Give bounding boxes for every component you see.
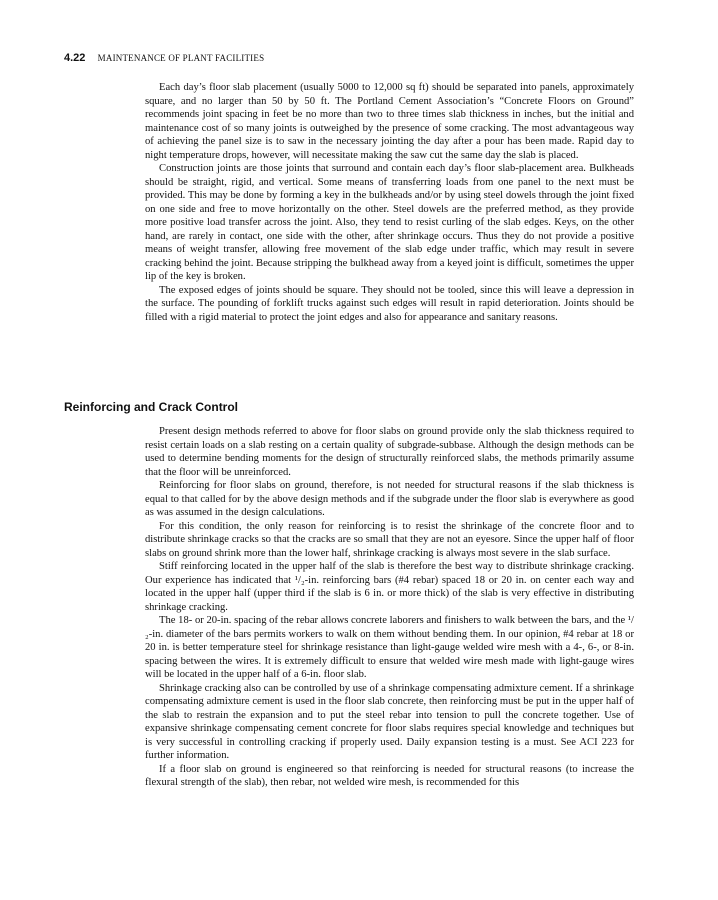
section-heading: Reinforcing and Crack Control bbox=[64, 400, 239, 414]
paragraph: The exposed edges of joints should be square. They should not be tooled, since this will leave a depression in the surface. The pounding of forklift trucks against such edges will result in rapid deterioration. Joints should be filled with a rigid material to protect the joint edges and also for appearance and sanitary reasons. bbox=[145, 284, 634, 323]
running-head bbox=[64, 52, 264, 64]
paragraph: Shrinkage cracking also can be controlled by use of a shrinkage compensating admixture cement. If a shrinkage compensating admixture cement is used in the floor slab concrete, then reinforcing must be put in the upper half of the slab to restrain the expansion and to put the steel rebar into tension to pull the concrete together. Use of expansive shrinkage compensating cement concrete for floor slabs requires special knowledge and techniques but is very successful in controlling cracking if properly used. Daily expansion testing is a must. See ACI 223 for further information. bbox=[145, 682, 634, 761]
paragraph: Each day’s floor slab placement (usually 5000 to 12,000 sq ft) should be separated into panels, approximately square, and no larger than 50 by 50 ft. The Portland Cement Association’s “Concrete Floors on Ground” recommends joint spacing in feet be no more than two to three times slab thickness in inches, but the initial and maintenance cost of so many joints is outweighed by the presence of some cracking. The most advantageous way of achieving the panel size is to saw in the necessary jointing the day after a pour has been made. Rapid day to night temperature drops, however, will necessitate making the saw cut the same day the slab is placed. bbox=[145, 82, 634, 161]
paragraph: The 18- or 20-in. spacing of the rebar allows concrete laborers and finishers to walk between the bars, and the ¹/₂-in. diameter of the bars permits workers to walk on them without bending them. In our opinion, #4 rebar at 18 or 20 in. is better temperature steel for shrinkage resistance than light-gauge welded wire mesh with a 4-, 6-, or 8-in. spacing between the wires. It is extremely difficult to ensure that welded wire mesh made with light-gauge wires will be located in the upper half of a 6-in. floor slab. bbox=[145, 615, 634, 680]
paragraph: Stiff reinforcing located in the upper half of the slab is therefore the best way to distribute shrinkage cracking. Our experience has indicated that ¹/₂-in. reinforcing bars (#4 rebar) spaced 18 or 20 in. on center each way and located in the upper half (upper third if the slab is 6 in. or more thick) of the slab is very effective in distributing shrinkage cracking. bbox=[145, 561, 634, 613]
paragraph: For this condition, the only reason for reinforcing is to resist the shrinkage of the concrete floor and to distribute shrinkage cracks so that the cracks are so small that they are not an eyesore. Since the upper half of floor slabs on ground shrink more than the lower half, shrinkage cracking is always most severe in the slab surface. bbox=[145, 520, 634, 559]
paragraph: Construction joints are those joints that surround and contain each day’s floor slab-placement area. Bulkheads should be straight, rigid, and vertical. Some means of transferring loads from one panel to the next must be provided. This may be done by forming a key in the bulkheads and/or by using steel dowels through the joint fixed on one side and free to move horizontally on the other. Steel dowels are the preferred method, as they provide more positive load transfer across the joint. Also, they tend to resist curling of the slab edges. Keys, on the other hand, are rarely in contact, one side with the other, after shrinkage occurs. Thus they do not provide a positive means of weight transfer, allowing free movement of the slab edge under traffic, which may result in severe cracking behind the joint. Because stripping the bulkhead away from a keyed joint is difficult, sometimes the upper lip of the key is broken. bbox=[145, 163, 634, 282]
page-number: 4.22 bbox=[64, 52, 86, 64]
intro-text-block bbox=[145, 81, 634, 324]
paragraph: Present design methods referred to above for floor slabs on ground provide only the slab thickness required to resist certain loads on a slab resting on a certain quality of subgrade-subbase. Although the design methods can be used to determine bending moments for the design of structurally reinforced slabs, the methods primarily assume that the floor will be unreinforced. bbox=[145, 426, 634, 478]
paragraph: Reinforcing for floor slabs on ground, therefore, is not needed for structural reasons if the slab thickness is equal to that called for by the above design methods and if the subgrade under the floor slab is everywhere as good as was assumed in the design calculations. bbox=[145, 480, 634, 518]
paragraph: If a floor slab on ground is engineered so that reinforcing is needed for structural reasons (to increase the flexural strength of the slab), then rebar, not welded wire mesh, is recommended for this bbox=[145, 763, 634, 788]
reinforcing-text-block bbox=[145, 425, 634, 790]
chapter-title: MAINTENANCE OF PLANT FACILITIES bbox=[97, 53, 265, 63]
